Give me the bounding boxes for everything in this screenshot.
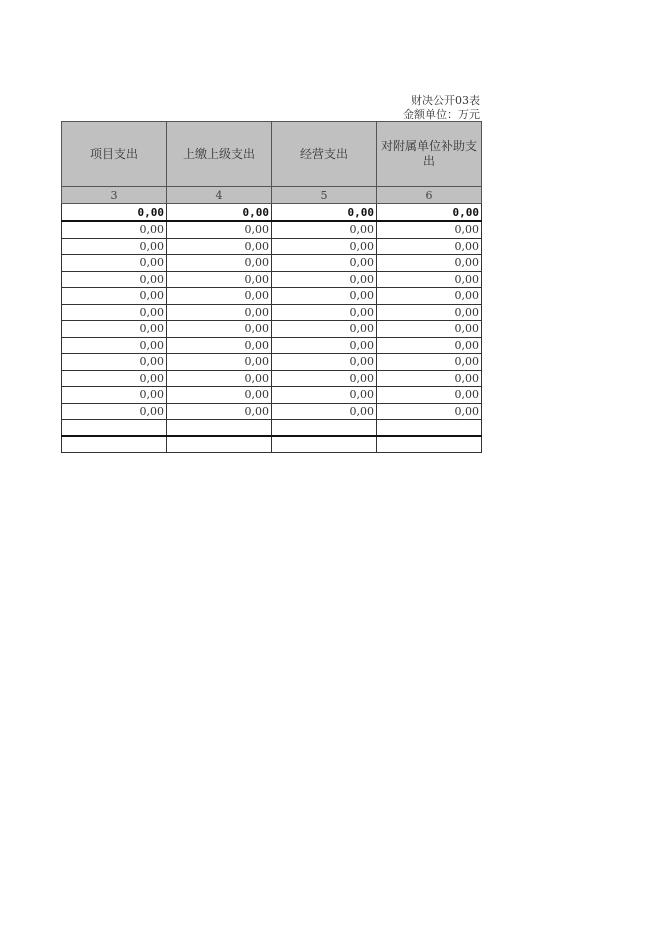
table-cell: 0,00 xyxy=(377,370,482,387)
table-cell: 0,00 xyxy=(377,403,482,420)
column-number: 6 xyxy=(377,187,482,204)
column-number: 4 xyxy=(167,187,272,204)
table-cell: 0,00 xyxy=(272,255,377,272)
table-cell: 0,00 xyxy=(167,288,272,305)
empty-row xyxy=(62,436,482,453)
table-cell: 0,00 xyxy=(62,221,167,238)
total-cell: 0,00 xyxy=(62,204,167,222)
table-row xyxy=(62,403,482,420)
total-row xyxy=(62,204,482,222)
table-cell: 0,00 xyxy=(167,370,272,387)
table-cell: 0,00 xyxy=(62,238,167,255)
table-cell: 0,00 xyxy=(377,221,482,238)
table-row xyxy=(62,370,482,387)
table-cell: 0,00 xyxy=(167,238,272,255)
table-cell: 0,00 xyxy=(377,354,482,371)
table-cell: 0,00 xyxy=(167,354,272,371)
table-cell: 0,00 xyxy=(167,304,272,321)
empty-cell xyxy=(377,436,482,453)
table-cell: 0,00 xyxy=(272,221,377,238)
empty-cell xyxy=(272,436,377,453)
table-row xyxy=(62,288,482,305)
header-row xyxy=(62,122,482,187)
table-cell: 0,00 xyxy=(62,304,167,321)
table-cell: 0,00 xyxy=(377,387,482,404)
table-row xyxy=(62,354,482,371)
table-code-label: 财决公开03表 xyxy=(411,94,480,107)
table-cell: 0,00 xyxy=(62,403,167,420)
table-cell: 0,00 xyxy=(377,321,482,338)
table-cell: 0,00 xyxy=(272,403,377,420)
table-cell: 0,00 xyxy=(62,321,167,338)
table-cell: 0,00 xyxy=(377,238,482,255)
table-row xyxy=(62,321,482,338)
table-cell: 0,00 xyxy=(62,271,167,288)
header-operating-expenditure: 经营支出 xyxy=(272,122,377,187)
table-cell: 0,00 xyxy=(272,321,377,338)
amount-unit-label: 金额单位：万元 xyxy=(403,108,480,121)
table-row xyxy=(62,255,482,272)
total-cell: 0,00 xyxy=(377,204,482,222)
empty-cell xyxy=(377,420,482,437)
table-cell: 0,00 xyxy=(62,370,167,387)
table-cell: 0,00 xyxy=(272,271,377,288)
table-cell: 0,00 xyxy=(167,271,272,288)
table-cell: 0,00 xyxy=(377,288,482,305)
table-cell: 0,00 xyxy=(272,304,377,321)
table-row xyxy=(62,304,482,321)
empty-cell xyxy=(167,420,272,437)
table-cell: 0,00 xyxy=(62,255,167,272)
empty-cell xyxy=(62,420,167,437)
table-cell: 0,00 xyxy=(377,255,482,272)
total-cell: 0,00 xyxy=(272,204,377,222)
table-cell: 0,00 xyxy=(167,255,272,272)
table-row xyxy=(62,337,482,354)
table-cell: 0,00 xyxy=(377,304,482,321)
table-row xyxy=(62,271,482,288)
table-cell: 0,00 xyxy=(272,370,377,387)
table-cell: 0,00 xyxy=(62,354,167,371)
table-cell: 0,00 xyxy=(62,337,167,354)
empty-row xyxy=(62,420,482,437)
table-cell: 0,00 xyxy=(272,337,377,354)
header-payment-to-superior: 上缴上级支出 xyxy=(167,122,272,187)
expenditure-table xyxy=(61,121,482,453)
table-cell: 0,00 xyxy=(272,288,377,305)
column-number: 5 xyxy=(272,187,377,204)
total-cell: 0,00 xyxy=(167,204,272,222)
header-project-expenditure: 项目支出 xyxy=(62,122,167,187)
empty-cell xyxy=(167,436,272,453)
header-subsidy-to-affiliates: 对附属单位补助支出 xyxy=(377,122,482,187)
table-cell: 0,00 xyxy=(167,403,272,420)
table-cell: 0,00 xyxy=(167,387,272,404)
table-cell: 0,00 xyxy=(167,321,272,338)
empty-cell xyxy=(272,420,377,437)
table-row xyxy=(62,238,482,255)
table-cell: 0,00 xyxy=(167,337,272,354)
table-cell: 0,00 xyxy=(377,337,482,354)
table-cell: 0,00 xyxy=(62,387,167,404)
column-number: 3 xyxy=(62,187,167,204)
table-cell: 0,00 xyxy=(62,288,167,305)
table-cell: 0,00 xyxy=(272,354,377,371)
table-row xyxy=(62,387,482,404)
table-row xyxy=(62,221,482,238)
empty-cell xyxy=(62,436,167,453)
table-cell: 0,00 xyxy=(377,271,482,288)
table-cell: 0,00 xyxy=(167,221,272,238)
column-number-row xyxy=(62,187,482,204)
table-cell: 0,00 xyxy=(272,238,377,255)
table-cell: 0,00 xyxy=(272,387,377,404)
